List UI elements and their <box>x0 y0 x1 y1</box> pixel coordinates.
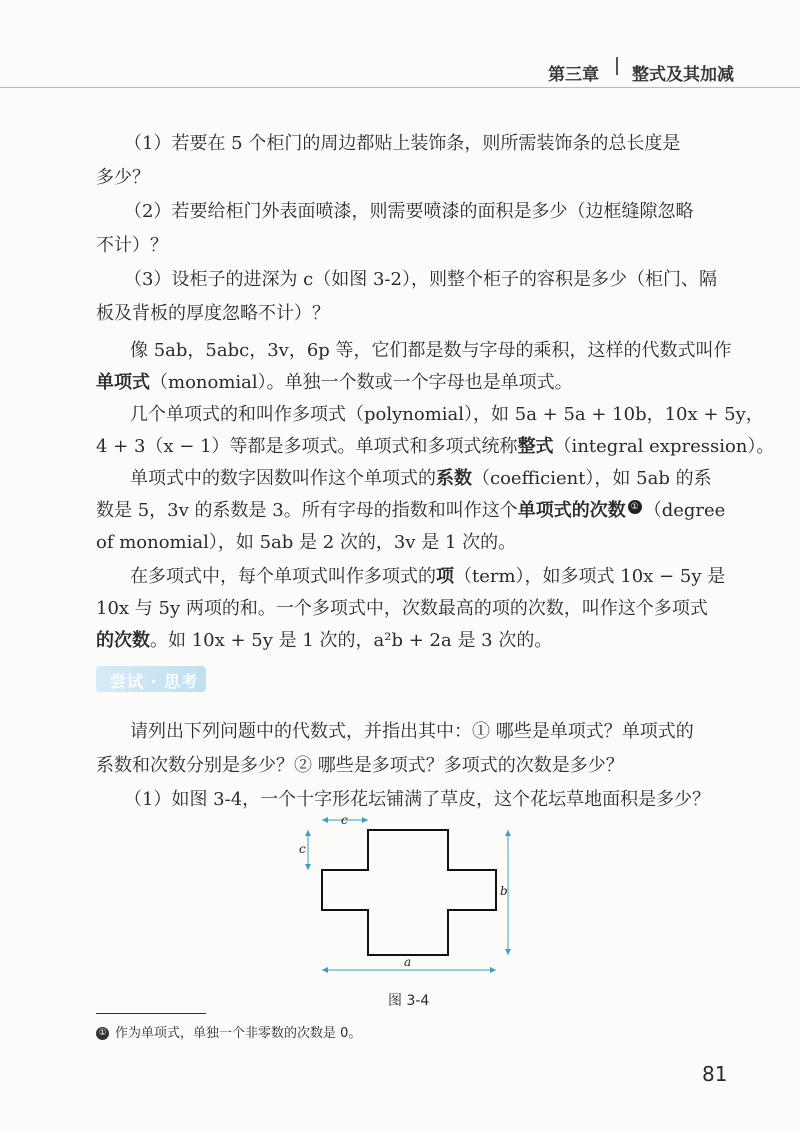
para-3-line-2-c: （degree <box>643 500 726 521</box>
arrow-icon <box>305 830 311 836</box>
para-3-line-2 <box>96 500 725 522</box>
label-a: a <box>404 955 412 969</box>
para-4-line-3-text: 。如 10x + 5y 是 1 次的，a²b + 2a 是 3 次的。 <box>150 630 553 651</box>
question-1-line-2: 多少？ <box>96 167 150 188</box>
arrow-icon <box>490 967 496 973</box>
term-degree-of-monomial: 单项式的次数 <box>517 500 626 521</box>
try-line-1: 请列出下列问题中的代数式，并指出其中：① 哪些是单项式？单项式的 <box>130 721 694 742</box>
term-integral-expression: 整式 <box>517 436 554 457</box>
para-3-line-1-a: 单项式中的数字因数叫作这个单项式的 <box>130 468 436 489</box>
cross-outline <box>322 830 496 955</box>
question-2-line-1: （2）若要给柜门外表面喷漆，则需要喷漆的面积是多少（边框缝隙忽略 <box>124 201 694 222</box>
term-monomial: 单项式 <box>96 372 150 393</box>
para-2-line-2 <box>96 436 774 458</box>
para-2-line-1: 几个单项式的和叫作多项式（polynomial），如 5a + 5a + 10b，10x + 5y， <box>130 404 764 425</box>
footnote <box>96 1022 361 1041</box>
arrow-icon <box>505 949 511 955</box>
para-4-line-1-c: （term），如多项式 10x − 5y 是 <box>454 566 726 587</box>
section-badge <box>96 666 206 692</box>
para-1-line-1: 像 5ab，5abc，3v，6p 等，它们都是数与字母的乘积，这样的代数式叫作 <box>130 340 732 361</box>
header-separator <box>616 57 618 75</box>
para-2-line-2-c: （integral expression）。 <box>553 436 775 457</box>
para-1-line-2 <box>96 372 573 394</box>
footnote-text: 作为单项式，单独一个非零数的次数是 0。 <box>115 1026 362 1041</box>
chapter-label: 第三章 <box>548 65 599 85</box>
para-3-line-1 <box>130 468 712 490</box>
footnote-mark: ① <box>96 1027 109 1040</box>
question-1-line-1: （1）若要在 5 个柜门的周边都贴上装饰条，则所需装饰条的总长度是 <box>124 133 681 154</box>
question-3-line-2: 板及背板的厚度忽略不计）？ <box>96 303 330 324</box>
section-badge-label: 尝试 · 思考 <box>110 672 199 691</box>
term-coefficient: 系数 <box>436 468 472 489</box>
cross-shape-figure <box>296 810 526 995</box>
footnote-rule <box>96 1013 206 1014</box>
para-1-line-2-text: （monomial）。单独一个数或一个字母也是单项式。 <box>150 372 573 393</box>
term-term: 项 <box>436 566 454 587</box>
label-b: b <box>500 884 508 898</box>
para-3-line-3: of monomial），如 5ab 是 2 次的，3v 是 1 次的。 <box>96 532 517 553</box>
para-4-line-2: 10x 与 5y 两项的和。一个多项式中，次数最高的项的次数，叫作这个多项式 <box>96 598 708 619</box>
page-header <box>0 0 800 85</box>
para-3-line-2-a: 数是 5，3v 的系数是 3。所有字母的指数和叫作这个 <box>96 500 518 521</box>
arrow-icon <box>322 817 328 823</box>
arrow-icon <box>305 864 311 870</box>
label-c-top: c <box>341 813 348 827</box>
label-c-left: c <box>299 842 306 856</box>
para-4-line-1-a: 在多项式中，每个单项式叫作多项式的 <box>130 566 436 587</box>
arrow-icon <box>322 967 328 973</box>
arrow-icon <box>362 817 368 823</box>
header-rule <box>0 87 800 88</box>
para-3-line-1-c: （coefficient），如 5ab 的系 <box>472 468 712 489</box>
footnote-marker: ① <box>628 500 642 514</box>
term-degree-of-polynomial: 的次数 <box>96 630 150 651</box>
figure-caption: 图 3-4 <box>388 993 430 1009</box>
question-2-line-2: 不计）？ <box>96 235 168 256</box>
try-line-3: （1）如图 3-4，一个十字形花坛铺满了草皮，这个花坛草地面积是多少？ <box>124 789 711 810</box>
para-2-line-2-a: 4 + 3（x − 1）等都是多项式。单项式和多项式统称 <box>96 436 518 457</box>
chapter-title: 整式及其加减 <box>632 65 734 85</box>
para-4-line-3 <box>96 630 552 652</box>
para-4-line-1 <box>130 566 725 588</box>
page-number: 81 <box>702 1062 728 1086</box>
question-3-line-1: （3）设柜子的进深为 c（如图 3-2），则整个柜子的容积是多少（柜门、隔 <box>124 269 717 290</box>
try-line-2: 系数和次数分别是多少？② 哪些是多项式？多项式的次数是多少？ <box>96 755 624 776</box>
arrow-icon <box>505 830 511 836</box>
